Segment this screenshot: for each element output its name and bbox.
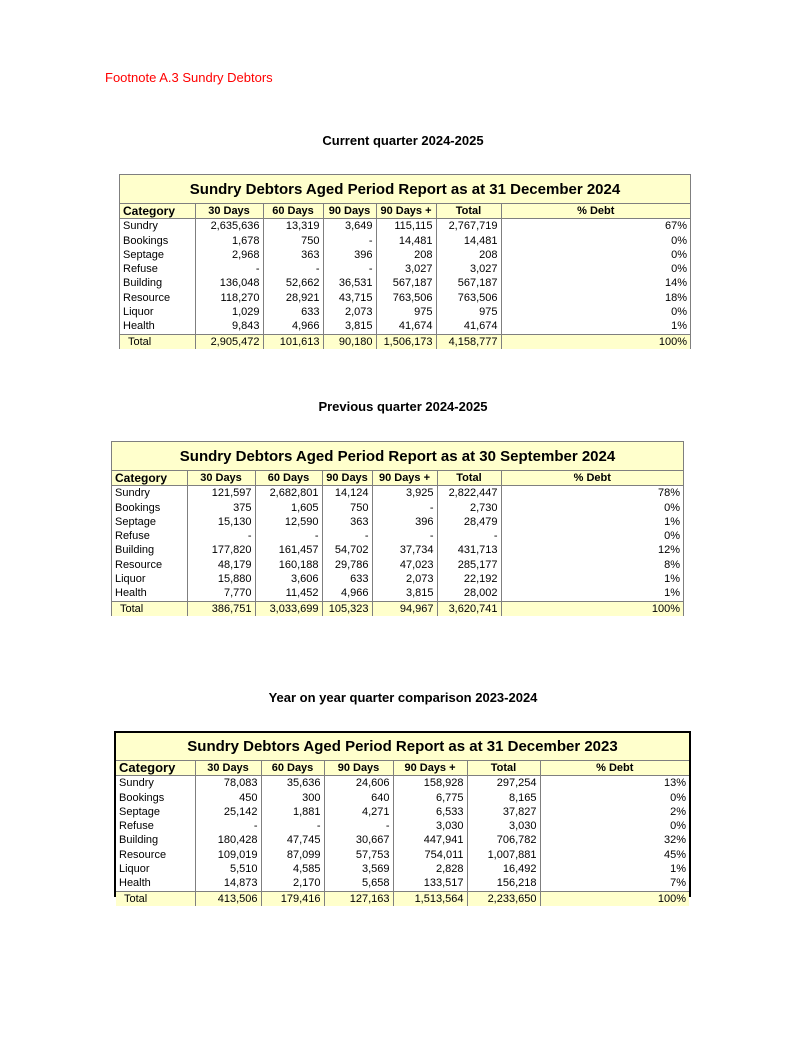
- total-row: [116, 891, 689, 906]
- table-cell: 109,019: [195, 848, 261, 862]
- table-cell: 48,179: [187, 558, 255, 572]
- column-header: % Debt: [501, 204, 690, 219]
- row-category: Resource: [116, 848, 195, 862]
- report-year-on-year: [114, 731, 691, 905]
- table-cell: 6,533: [393, 805, 467, 819]
- table-cell: 115,115: [376, 219, 436, 234]
- total-cell: 100%: [501, 334, 690, 349]
- table-cell: 1%: [501, 319, 690, 334]
- table-cell: 14,873: [195, 876, 261, 891]
- row-category: Building: [120, 276, 195, 290]
- table-row: [112, 558, 683, 572]
- table-cell: 285,177: [437, 558, 501, 572]
- table-cell: -: [187, 529, 255, 543]
- total-cell: 127,163: [324, 891, 393, 906]
- total-cell: 101,613: [263, 334, 323, 349]
- report-title: Sundry Debtors Aged Period Report as at 30 September 2024: [112, 442, 683, 471]
- table-cell: 14,481: [436, 234, 501, 248]
- table-row: [116, 848, 689, 862]
- table-cell: 136,048: [195, 276, 263, 290]
- table-cell: 750: [263, 234, 323, 248]
- total-cell: 90,180: [323, 334, 376, 349]
- report-title: Sundry Debtors Aged Period Report as at 31 December 2023: [116, 733, 689, 761]
- table-cell: 3,030: [393, 819, 467, 833]
- row-category: Bookings: [120, 234, 195, 248]
- table-cell: 300: [261, 791, 324, 805]
- column-header: 30 Days: [195, 204, 263, 219]
- table-cell: 25,142: [195, 805, 261, 819]
- table-cell: -: [195, 819, 261, 833]
- column-header: Category: [116, 761, 195, 776]
- table-cell: 54,702: [322, 543, 372, 557]
- table-cell: -: [323, 234, 376, 248]
- table-cell: 87,099: [261, 848, 324, 862]
- row-category: Liquor: [120, 305, 195, 319]
- table-cell: 975: [376, 305, 436, 319]
- report-table: [120, 204, 690, 349]
- table-cell: 11,452: [255, 586, 322, 601]
- table-cell: 37,827: [467, 805, 540, 819]
- table-cell: 28,921: [263, 291, 323, 305]
- table-cell: 1,007,881: [467, 848, 540, 862]
- table-cell: 4,966: [263, 319, 323, 334]
- section-title-previous-quarter: Previous quarter 2024-2025: [318, 399, 488, 414]
- table-row: [120, 305, 690, 319]
- table-row: [112, 586, 683, 601]
- footnote-heading: Footnote A.3 Sundry Debtors: [105, 70, 273, 85]
- table-cell: 763,506: [376, 291, 436, 305]
- total-label: Total: [120, 334, 195, 349]
- column-header: 60 Days: [255, 471, 322, 486]
- total-cell: 3,033,699: [255, 601, 322, 616]
- table-cell: 78,083: [195, 776, 261, 791]
- table-cell: 13%: [540, 776, 689, 791]
- table-cell: 0%: [501, 262, 690, 276]
- table-cell: 763,506: [436, 291, 501, 305]
- column-header: 90 Days: [324, 761, 393, 776]
- row-category: Refuse: [120, 262, 195, 276]
- table-cell: 2,767,719: [436, 219, 501, 234]
- table-cell: 1%: [501, 586, 683, 601]
- table-cell: 15,880: [187, 572, 255, 586]
- table-cell: 4,271: [324, 805, 393, 819]
- row-category: Health: [120, 319, 195, 334]
- table-cell: -: [437, 529, 501, 543]
- table-cell: 18%: [501, 291, 690, 305]
- total-label: Total: [116, 891, 195, 906]
- table-cell: 567,187: [436, 276, 501, 290]
- table-cell: -: [263, 262, 323, 276]
- table-cell: 43,715: [323, 291, 376, 305]
- column-header: 90 Days +: [372, 471, 437, 486]
- table-cell: 3,925: [372, 486, 437, 501]
- table-cell: 0%: [501, 501, 683, 515]
- table-cell: 1%: [501, 572, 683, 586]
- report-table: [112, 471, 683, 616]
- table-cell: 47,023: [372, 558, 437, 572]
- table-row: [120, 262, 690, 276]
- table-cell: 363: [263, 248, 323, 262]
- column-header: Category: [120, 204, 195, 219]
- header-row: [120, 204, 690, 219]
- table-cell: 1%: [540, 862, 689, 876]
- table-cell: -: [322, 529, 372, 543]
- table-row: [112, 515, 683, 529]
- table-cell: 3,815: [323, 319, 376, 334]
- table-cell: 12,590: [255, 515, 322, 529]
- total-cell: 100%: [501, 601, 683, 616]
- table-cell: 375: [187, 501, 255, 515]
- column-header: 90 Days +: [393, 761, 467, 776]
- table-cell: 133,517: [393, 876, 467, 891]
- table-cell: 16,492: [467, 862, 540, 876]
- table-cell: 14,124: [322, 486, 372, 501]
- column-header: % Debt: [501, 471, 683, 486]
- table-cell: 47,745: [261, 833, 324, 847]
- table-row: [112, 486, 683, 501]
- table-cell: 5,510: [195, 862, 261, 876]
- table-cell: 3,606: [255, 572, 322, 586]
- table-cell: 161,457: [255, 543, 322, 557]
- column-header: Category: [112, 471, 187, 486]
- table-cell: 633: [263, 305, 323, 319]
- total-cell: 3,620,741: [437, 601, 501, 616]
- column-header: 30 Days: [187, 471, 255, 486]
- row-category: Liquor: [112, 572, 187, 586]
- table-cell: 29,786: [322, 558, 372, 572]
- section-title-current-quarter: Current quarter 2024-2025: [322, 133, 484, 148]
- table-cell: -: [372, 501, 437, 515]
- table-row: [116, 805, 689, 819]
- table-row: [120, 291, 690, 305]
- table-cell: 1,605: [255, 501, 322, 515]
- table-cell: 2,730: [437, 501, 501, 515]
- table-cell: 754,011: [393, 848, 467, 862]
- table-cell: 447,941: [393, 833, 467, 847]
- table-cell: 32%: [540, 833, 689, 847]
- table-cell: 3,027: [376, 262, 436, 276]
- table-cell: 177,820: [187, 543, 255, 557]
- table-cell: 0%: [540, 791, 689, 805]
- table-cell: 750: [322, 501, 372, 515]
- table-cell: 640: [324, 791, 393, 805]
- total-row: [112, 601, 683, 616]
- table-row: [120, 248, 690, 262]
- table-cell: -: [261, 819, 324, 833]
- table-cell: 41,674: [436, 319, 501, 334]
- total-label: Total: [112, 601, 187, 616]
- table-cell: 158,928: [393, 776, 467, 791]
- table-cell: -: [372, 529, 437, 543]
- table-cell: 5,658: [324, 876, 393, 891]
- table-cell: 1,029: [195, 305, 263, 319]
- table-cell: 706,782: [467, 833, 540, 847]
- table-cell: 9,843: [195, 319, 263, 334]
- table-cell: 0%: [540, 819, 689, 833]
- table-cell: 2,968: [195, 248, 263, 262]
- row-category: Refuse: [116, 819, 195, 833]
- table-cell: 3,030: [467, 819, 540, 833]
- table-cell: 363: [322, 515, 372, 529]
- table-row: [120, 276, 690, 290]
- column-header: 90 Days +: [376, 204, 436, 219]
- table-cell: 67%: [501, 219, 690, 234]
- table-cell: 0%: [501, 305, 690, 319]
- total-row: [120, 334, 690, 349]
- table-cell: 14,481: [376, 234, 436, 248]
- column-header: 90 Days: [323, 204, 376, 219]
- table-cell: 180,428: [195, 833, 261, 847]
- table-cell: 297,254: [467, 776, 540, 791]
- row-category: Health: [112, 586, 187, 601]
- table-cell: 2,828: [393, 862, 467, 876]
- column-header: Total: [467, 761, 540, 776]
- row-category: Septage: [120, 248, 195, 262]
- total-cell: 4,158,777: [436, 334, 501, 349]
- table-cell: 2,073: [372, 572, 437, 586]
- table-row: [116, 791, 689, 805]
- table-cell: -: [324, 819, 393, 833]
- table-cell: 567,187: [376, 276, 436, 290]
- table-cell: 160,188: [255, 558, 322, 572]
- row-category: Septage: [112, 515, 187, 529]
- section-title-year-on-year: Year on year quarter comparison 2023-2024: [268, 690, 538, 705]
- table-row: [116, 876, 689, 891]
- row-category: Sundry: [112, 486, 187, 501]
- table-cell: 45%: [540, 848, 689, 862]
- row-category: Bookings: [116, 791, 195, 805]
- table-cell: 24,606: [324, 776, 393, 791]
- row-category: Liquor: [116, 862, 195, 876]
- table-cell: 431,713: [437, 543, 501, 557]
- table-cell: 30,667: [324, 833, 393, 847]
- table-cell: 36,531: [323, 276, 376, 290]
- table-cell: 975: [436, 305, 501, 319]
- table-cell: 2,170: [261, 876, 324, 891]
- table-row: [120, 234, 690, 248]
- table-row: [112, 501, 683, 515]
- table-cell: 1,881: [261, 805, 324, 819]
- table-cell: -: [255, 529, 322, 543]
- table-cell: 3,815: [372, 586, 437, 601]
- table-cell: 2,682,801: [255, 486, 322, 501]
- table-cell: 121,597: [187, 486, 255, 501]
- table-row: [120, 219, 690, 234]
- report-table: [116, 761, 689, 906]
- table-cell: 3,569: [324, 862, 393, 876]
- table-cell: 13,319: [263, 219, 323, 234]
- table-row: [112, 572, 683, 586]
- table-cell: 7%: [540, 876, 689, 891]
- total-cell: 2,233,650: [467, 891, 540, 906]
- table-cell: 41,674: [376, 319, 436, 334]
- row-category: Resource: [120, 291, 195, 305]
- table-cell: 6,775: [393, 791, 467, 805]
- table-cell: 2%: [540, 805, 689, 819]
- total-cell: 100%: [540, 891, 689, 906]
- row-category: Health: [116, 876, 195, 891]
- table-cell: 22,192: [437, 572, 501, 586]
- table-cell: -: [323, 262, 376, 276]
- total-cell: 2,905,472: [195, 334, 263, 349]
- report-previous-quarter: [111, 441, 684, 616]
- table-cell: 35,636: [261, 776, 324, 791]
- row-category: Bookings: [112, 501, 187, 515]
- table-cell: 12%: [501, 543, 683, 557]
- table-cell: 57,753: [324, 848, 393, 862]
- table-row: [112, 529, 683, 543]
- table-cell: 3,027: [436, 262, 501, 276]
- table-cell: -: [195, 262, 263, 276]
- table-cell: 396: [323, 248, 376, 262]
- table-cell: 633: [322, 572, 372, 586]
- table-cell: 15,130: [187, 515, 255, 529]
- table-cell: 8%: [501, 558, 683, 572]
- header-row: [116, 761, 689, 776]
- row-category: Sundry: [120, 219, 195, 234]
- table-cell: 1,678: [195, 234, 263, 248]
- table-cell: 37,734: [372, 543, 437, 557]
- total-cell: 1,506,173: [376, 334, 436, 349]
- table-cell: 2,635,636: [195, 219, 263, 234]
- row-category: Refuse: [112, 529, 187, 543]
- table-cell: 118,270: [195, 291, 263, 305]
- table-cell: 8,165: [467, 791, 540, 805]
- table-cell: 450: [195, 791, 261, 805]
- table-row: [116, 833, 689, 847]
- row-category: Septage: [116, 805, 195, 819]
- table-cell: 2,073: [323, 305, 376, 319]
- column-header: 60 Days: [261, 761, 324, 776]
- table-cell: 208: [436, 248, 501, 262]
- total-cell: 386,751: [187, 601, 255, 616]
- table-cell: 156,218: [467, 876, 540, 891]
- table-cell: 52,662: [263, 276, 323, 290]
- table-cell: 14%: [501, 276, 690, 290]
- column-header: Total: [436, 204, 501, 219]
- total-cell: 1,513,564: [393, 891, 467, 906]
- header-row: [112, 471, 683, 486]
- table-cell: 0%: [501, 248, 690, 262]
- column-header: Total: [437, 471, 501, 486]
- table-cell: 396: [372, 515, 437, 529]
- table-cell: 4,966: [322, 586, 372, 601]
- row-category: Sundry: [116, 776, 195, 791]
- table-row: [116, 776, 689, 791]
- table-cell: 7,770: [187, 586, 255, 601]
- table-cell: 0%: [501, 234, 690, 248]
- total-cell: 413,506: [195, 891, 261, 906]
- report-current-quarter: [119, 174, 691, 349]
- total-cell: 105,323: [322, 601, 372, 616]
- table-cell: 4,585: [261, 862, 324, 876]
- table-cell: 3,649: [323, 219, 376, 234]
- column-header: % Debt: [540, 761, 689, 776]
- total-cell: 94,967: [372, 601, 437, 616]
- row-category: Building: [112, 543, 187, 557]
- table-row: [116, 819, 689, 833]
- column-header: 60 Days: [263, 204, 323, 219]
- table-cell: 2,822,447: [437, 486, 501, 501]
- table-row: [120, 319, 690, 334]
- table-row: [112, 543, 683, 557]
- row-category: Building: [116, 833, 195, 847]
- total-cell: 179,416: [261, 891, 324, 906]
- table-cell: 28,002: [437, 586, 501, 601]
- table-cell: 208: [376, 248, 436, 262]
- column-header: 90 Days: [322, 471, 372, 486]
- table-cell: 0%: [501, 529, 683, 543]
- table-cell: 28,479: [437, 515, 501, 529]
- report-title: Sundry Debtors Aged Period Report as at 31 December 2024: [120, 175, 690, 204]
- table-cell: 1%: [501, 515, 683, 529]
- row-category: Resource: [112, 558, 187, 572]
- column-header: 30 Days: [195, 761, 261, 776]
- table-row: [116, 862, 689, 876]
- table-cell: 78%: [501, 486, 683, 501]
